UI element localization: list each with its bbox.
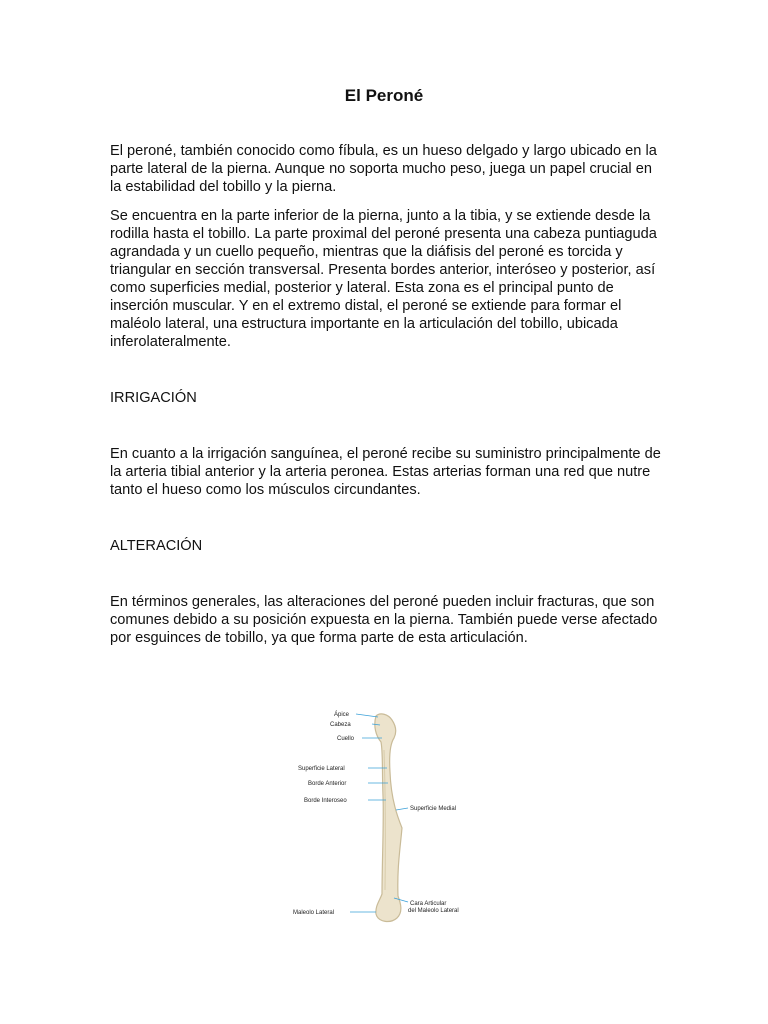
label-lateral-surface: Superficie Lateral <box>298 766 345 772</box>
label-medial-surface: Superficie Medial <box>410 806 457 812</box>
fibula-figure <box>284 700 494 930</box>
irrigation-heading: IRRIGACIÓN <box>110 390 197 406</box>
label-neck: Cuello <box>337 736 355 742</box>
label-interosseous-border: Borde Interoseo <box>304 798 347 804</box>
label-apex: Ápice <box>334 712 350 718</box>
leader-lines <box>350 714 408 912</box>
intro-paragraph: El peroné, también conocido como fíbula, es un hueso delgado y largo ubicado en la parte lateral de la pierna. Aunque no soporta mucho peso, juega un papel crucial en la estabilidad del tobillo y la pierna. <box>110 143 657 195</box>
fibula-bone <box>375 714 402 922</box>
label-articular-face-2: del Maleolo Lateral <box>408 908 459 914</box>
label-lateral-malleolus: Maleolo Lateral <box>293 910 335 916</box>
anatomy-paragraph: Se encuentra en la parte inferior de la pierna, junto a la tibia, y se extiende desde la rodilla hasta el tobillo. La parte proximal del peroné presenta una cabeza puntiaguda agrandada y un cuello pequeño, mientras que la diáfisis del peroné es torcida y triangular en sección transversal. Presenta bordes anterior, interóseo y posterior, así como superficies medial, posterior y lateral. Esta zona es el principal punto de inserción muscular. Y en el extremo distal, el peroné se extiende para formar el maléolo lateral, una estructura importante en la articulación del tobillo, ubicada inferolateralmente. <box>110 208 657 350</box>
alteration-paragraph: En términos generales, las alteraciones del peroné pueden incluir fracturas, que son comunes debido a su posición expuesta en la pierna. También puede verse afectado por esguinces de tobillo, ya que forma parte de esta articulación. <box>110 594 658 646</box>
label-articular-face-1: Cara Articular <box>410 901 447 907</box>
label-head: Cabeza <box>330 722 351 728</box>
irrigation-paragraph: En cuanto a la irrigación sanguínea, el peroné recibe su suministro principalmente de la arteria tibial anterior y la arteria peronea. Estas arterias forman una red que nutre tanto el hueso como los músculos circundantes. <box>110 446 661 498</box>
fibula-diagram <box>284 700 494 930</box>
alteration-heading: ALTERACIÓN <box>110 538 203 554</box>
label-anterior-border: Borde Anterior <box>308 781 347 787</box>
document-title: El Peroné <box>344 86 424 105</box>
